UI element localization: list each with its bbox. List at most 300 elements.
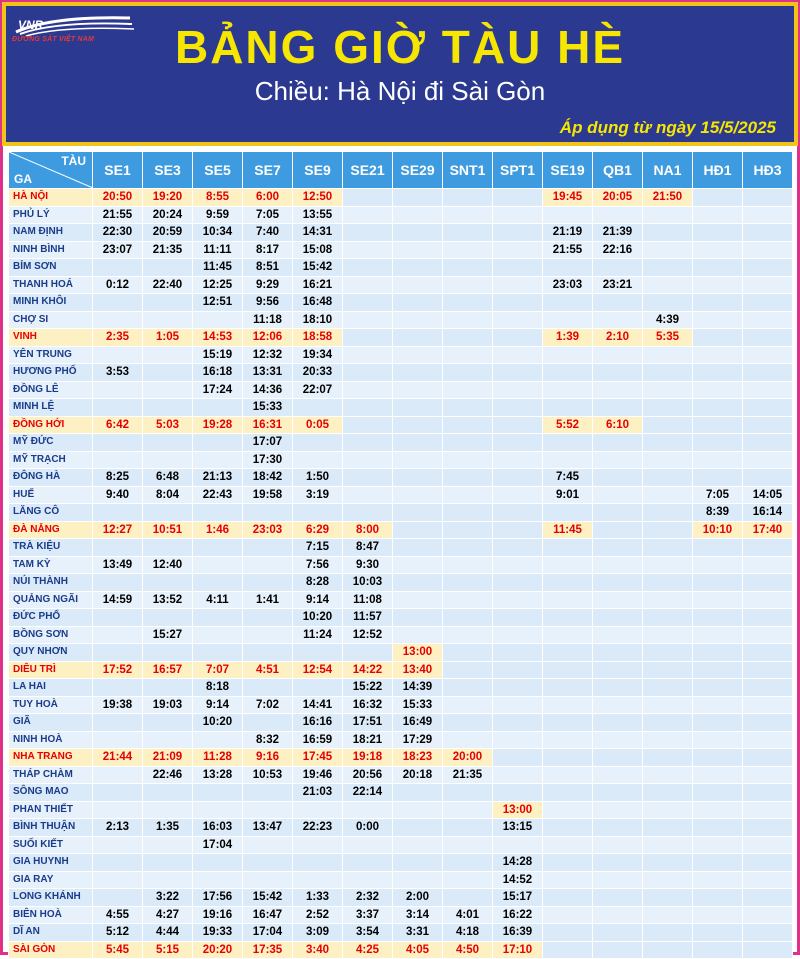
departure-time: 21:39	[593, 224, 643, 242]
departure-time	[743, 854, 793, 872]
departure-time: 16:57	[143, 661, 193, 679]
departure-time	[743, 364, 793, 382]
departure-time	[343, 259, 393, 277]
departure-time: 3:09	[293, 924, 343, 942]
departure-time	[543, 836, 593, 854]
departure-time	[443, 329, 493, 347]
station-name: MỸ TRẠCH	[9, 451, 93, 469]
departure-time	[693, 889, 743, 907]
station-row	[9, 836, 793, 854]
station-name: SÀI GÒN	[9, 941, 93, 959]
departure-time	[443, 591, 493, 609]
departure-time: 22:16	[593, 241, 643, 259]
train-header: NA1	[643, 152, 693, 189]
departure-time	[593, 486, 643, 504]
departure-time: 19:20	[143, 189, 193, 207]
departure-time	[393, 381, 443, 399]
departure-time: 11:11	[193, 241, 243, 259]
departure-time: 2:13	[93, 819, 143, 837]
departure-time	[543, 784, 593, 802]
departure-time: 16:32	[343, 696, 393, 714]
train-header: QB1	[593, 152, 643, 189]
departure-time	[393, 871, 443, 889]
departure-time: 22:14	[343, 784, 393, 802]
departure-time	[393, 854, 443, 872]
departure-time: 12:25	[193, 276, 243, 294]
departure-time	[743, 346, 793, 364]
departure-time	[693, 941, 743, 959]
departure-time: 21:35	[443, 766, 493, 784]
station-name: ĐỨC PHỔ	[9, 609, 93, 627]
departure-time	[93, 679, 143, 697]
departure-time	[493, 731, 543, 749]
departure-time: 15:22	[343, 679, 393, 697]
departure-time	[743, 399, 793, 417]
departure-time	[693, 434, 743, 452]
departure-time	[93, 574, 143, 592]
departure-time: 5:52	[543, 416, 593, 434]
departure-time: 19:18	[343, 749, 393, 767]
station-name: ĐÀ NẴNG	[9, 521, 93, 539]
departure-time: 17:45	[293, 749, 343, 767]
departure-time	[693, 346, 743, 364]
station-name: BỈM SƠN	[9, 259, 93, 277]
station-row	[9, 241, 793, 259]
departure-time	[693, 836, 743, 854]
departure-time	[243, 539, 293, 557]
departure-time	[243, 714, 293, 732]
departure-time: 2:52	[293, 906, 343, 924]
departure-time	[443, 714, 493, 732]
station-name: PHAN THIẾT	[9, 801, 93, 819]
departure-time	[593, 784, 643, 802]
station-row	[9, 714, 793, 732]
departure-time	[393, 329, 443, 347]
departure-time	[443, 801, 493, 819]
departure-time	[343, 486, 393, 504]
departure-time	[143, 854, 193, 872]
departure-time: 7:15	[293, 539, 343, 557]
departure-time	[743, 836, 793, 854]
departure-time	[593, 521, 643, 539]
departure-time: 11:45	[543, 521, 593, 539]
departure-time	[743, 416, 793, 434]
departure-time: 1:41	[243, 591, 293, 609]
departure-time	[343, 871, 393, 889]
train-header: SE3	[143, 152, 193, 189]
station-row	[9, 364, 793, 382]
departure-time: 19:28	[193, 416, 243, 434]
departure-time	[343, 189, 393, 207]
departure-time	[543, 819, 593, 837]
departure-time	[393, 189, 443, 207]
station-row	[9, 591, 793, 609]
departure-time	[243, 556, 293, 574]
departure-time	[743, 329, 793, 347]
departure-time	[543, 364, 593, 382]
station-name: ĐỒNG HỚI	[9, 416, 93, 434]
departure-time: 21:03	[293, 784, 343, 802]
departure-time: 13:52	[143, 591, 193, 609]
departure-time: 8:00	[343, 521, 393, 539]
major-station-row	[9, 329, 793, 347]
departure-time: 12:52	[343, 626, 393, 644]
departure-time	[743, 206, 793, 224]
departure-time	[543, 294, 593, 312]
station-name: HUẾ	[9, 486, 93, 504]
departure-time: 15:17	[493, 889, 543, 907]
departure-time	[593, 801, 643, 819]
departure-time	[643, 714, 693, 732]
departure-time	[593, 364, 643, 382]
departure-time	[743, 381, 793, 399]
departure-time	[193, 801, 243, 819]
departure-time	[193, 399, 243, 417]
departure-time	[593, 574, 643, 592]
departure-time	[593, 381, 643, 399]
departure-time	[143, 801, 193, 819]
departure-time	[493, 749, 543, 767]
departure-time	[593, 451, 643, 469]
station-row	[9, 679, 793, 697]
timetable	[8, 151, 792, 959]
departure-time: 12:40	[143, 556, 193, 574]
train-header: SPT1	[493, 152, 543, 189]
departure-time	[643, 679, 693, 697]
departure-time	[293, 679, 343, 697]
departure-time	[643, 294, 693, 312]
station-name: DIÊU TRÌ	[9, 661, 93, 679]
station-name: YÊN TRUNG	[9, 346, 93, 364]
departure-time	[693, 679, 743, 697]
departure-time	[443, 416, 493, 434]
departure-time	[293, 399, 343, 417]
departure-time: 13:15	[493, 819, 543, 837]
departure-time	[393, 434, 443, 452]
departure-time	[393, 259, 443, 277]
departure-time: 16:39	[493, 924, 543, 942]
departure-time: 9:01	[543, 486, 593, 504]
departure-time	[293, 801, 343, 819]
departure-time	[93, 801, 143, 819]
departure-time	[493, 259, 543, 277]
departure-time	[443, 871, 493, 889]
departure-time	[443, 521, 493, 539]
station-name: GIÃ	[9, 714, 93, 732]
departure-time	[143, 259, 193, 277]
departure-time: 0:05	[293, 416, 343, 434]
departure-time	[393, 451, 443, 469]
departure-time	[443, 224, 493, 242]
departure-time	[743, 574, 793, 592]
departure-time	[93, 836, 143, 854]
departure-time	[593, 591, 643, 609]
departure-time	[93, 399, 143, 417]
departure-time: 22:43	[193, 486, 243, 504]
departure-time	[693, 819, 743, 837]
departure-time	[443, 609, 493, 627]
departure-time	[593, 696, 643, 714]
departure-time: 3:37	[343, 906, 393, 924]
departure-time: 16:49	[393, 714, 443, 732]
departure-time: 16:22	[493, 906, 543, 924]
departure-time: 19:46	[293, 766, 343, 784]
departure-time: 3:31	[393, 924, 443, 942]
departure-time	[643, 399, 693, 417]
departure-time: 14:39	[393, 679, 443, 697]
departure-time	[543, 504, 593, 522]
departure-time	[693, 416, 743, 434]
departure-time: 17:30	[243, 451, 293, 469]
departure-time	[693, 241, 743, 259]
departure-time	[143, 784, 193, 802]
departure-time	[193, 539, 243, 557]
departure-time: 9:29	[243, 276, 293, 294]
departure-time	[143, 644, 193, 662]
departure-time: 21:55	[543, 241, 593, 259]
departure-time	[643, 486, 693, 504]
departure-time: 11:24	[293, 626, 343, 644]
departure-time	[143, 451, 193, 469]
departure-time	[543, 906, 593, 924]
departure-time: 19:34	[293, 346, 343, 364]
departure-time: 22:46	[143, 766, 193, 784]
departure-time: 6:42	[93, 416, 143, 434]
train-header-row	[9, 152, 793, 189]
departure-time	[393, 224, 443, 242]
departure-time: 9:56	[243, 294, 293, 312]
departure-time	[493, 574, 543, 592]
departure-time	[743, 941, 793, 959]
departure-time	[293, 644, 343, 662]
departure-time	[243, 871, 293, 889]
departure-time	[693, 294, 743, 312]
departure-time	[393, 836, 443, 854]
departure-time	[643, 346, 693, 364]
station-name: VINH	[9, 329, 93, 347]
major-station-row	[9, 661, 793, 679]
departure-time	[343, 416, 393, 434]
departure-time	[443, 469, 493, 487]
departure-time: 17:40	[743, 521, 793, 539]
departure-time: 8:28	[293, 574, 343, 592]
departure-time	[743, 224, 793, 242]
direction-subtitle: Chiều: Hà Nội đi Sài Gòn	[254, 76, 546, 106]
departure-time: 15:33	[243, 399, 293, 417]
departure-time	[443, 189, 493, 207]
departure-time	[493, 591, 543, 609]
station-row	[9, 276, 793, 294]
departure-time	[693, 364, 743, 382]
departure-time	[593, 679, 643, 697]
departure-time	[293, 434, 343, 452]
train-header: SE5	[193, 152, 243, 189]
departure-time	[193, 644, 243, 662]
departure-time: 1:05	[143, 329, 193, 347]
departure-time	[143, 434, 193, 452]
departure-time	[493, 434, 543, 452]
departure-time	[443, 836, 493, 854]
departure-time	[643, 609, 693, 627]
departure-time	[643, 276, 693, 294]
departure-time	[143, 346, 193, 364]
departure-time	[493, 661, 543, 679]
departure-time: 7:05	[693, 486, 743, 504]
station-name: GIA RAY	[9, 871, 93, 889]
departure-time	[643, 854, 693, 872]
departure-time	[193, 311, 243, 329]
departure-time	[743, 259, 793, 277]
departure-time: 14:59	[93, 591, 143, 609]
station-name: PHỦ LÝ	[9, 206, 93, 224]
departure-time	[693, 906, 743, 924]
departure-time	[93, 784, 143, 802]
train-header: SE9	[293, 152, 343, 189]
departure-time	[193, 731, 243, 749]
station-name: HÀ NỘI	[9, 189, 93, 207]
departure-time	[493, 206, 543, 224]
departure-time: 2:35	[93, 329, 143, 347]
departure-time: 4:51	[243, 661, 293, 679]
departure-time	[543, 871, 593, 889]
departure-time	[93, 626, 143, 644]
departure-time	[343, 434, 393, 452]
departure-time	[543, 801, 593, 819]
departure-time	[543, 574, 593, 592]
departure-time	[743, 189, 793, 207]
station-name: LĂNG CÔ	[9, 504, 93, 522]
station-name: QUẢNG NGÃI	[9, 591, 93, 609]
departure-time	[643, 661, 693, 679]
departure-time	[493, 556, 543, 574]
effective-date: Áp dụng từ ngày 15/5/2025	[559, 118, 776, 137]
departure-time: 6:10	[593, 416, 643, 434]
departure-time	[493, 364, 543, 382]
departure-time	[543, 206, 593, 224]
station-row	[9, 609, 793, 627]
departure-time	[543, 941, 593, 959]
departure-time: 1:35	[143, 819, 193, 837]
station-name: NAM ĐỊNH	[9, 224, 93, 242]
station-name: CHỢ SI	[9, 311, 93, 329]
station-name: BÌNH THUẬN	[9, 819, 93, 837]
departure-time	[643, 539, 693, 557]
departure-time	[493, 836, 543, 854]
departure-time	[643, 871, 693, 889]
departure-time	[343, 364, 393, 382]
departure-time	[543, 679, 593, 697]
departure-time	[143, 381, 193, 399]
station-name: MINH KHÔI	[9, 294, 93, 312]
departure-time	[93, 766, 143, 784]
departure-time	[493, 539, 543, 557]
station-name: ĐỒNG LÊ	[9, 381, 93, 399]
departure-time	[393, 241, 443, 259]
departure-time	[493, 469, 543, 487]
departure-time	[693, 451, 743, 469]
departure-time	[243, 801, 293, 819]
station-name: TUY HOÀ	[9, 696, 93, 714]
train-header: SNT1	[443, 152, 493, 189]
departure-time: 18:10	[293, 311, 343, 329]
departure-time: 20:24	[143, 206, 193, 224]
departure-time	[493, 399, 543, 417]
departure-time: 12:06	[243, 329, 293, 347]
departure-time	[443, 259, 493, 277]
departure-time: 21:35	[143, 241, 193, 259]
departure-time	[443, 661, 493, 679]
departure-time	[693, 259, 743, 277]
departure-time	[393, 346, 443, 364]
departure-time	[443, 206, 493, 224]
departure-time	[543, 556, 593, 574]
departure-time: 4:11	[193, 591, 243, 609]
departure-time	[343, 346, 393, 364]
departure-time	[293, 871, 343, 889]
departure-time	[693, 854, 743, 872]
departure-time	[493, 714, 543, 732]
departure-time	[543, 451, 593, 469]
departure-time: 20:05	[593, 189, 643, 207]
departure-time	[443, 451, 493, 469]
departure-time	[493, 486, 543, 504]
departure-time	[593, 924, 643, 942]
departure-time	[443, 644, 493, 662]
station-row	[9, 889, 793, 907]
departure-time: 17:10	[493, 941, 543, 959]
station-name: GIA HUYNH	[9, 854, 93, 872]
departure-time	[543, 539, 593, 557]
departure-time: 23:03	[543, 276, 593, 294]
departure-time	[393, 591, 443, 609]
station-row	[9, 626, 793, 644]
departure-time: 23:07	[93, 241, 143, 259]
departure-time: 7:40	[243, 224, 293, 242]
logo-brand: VNR	[18, 18, 44, 32]
departure-time	[443, 784, 493, 802]
major-station-row	[9, 749, 793, 767]
departure-time: 4:44	[143, 924, 193, 942]
departure-time	[643, 696, 693, 714]
departure-time	[743, 889, 793, 907]
departure-time	[343, 836, 393, 854]
departure-time	[743, 539, 793, 557]
departure-time	[743, 591, 793, 609]
departure-time	[693, 556, 743, 574]
departure-time	[743, 766, 793, 784]
departure-time: 22:30	[93, 224, 143, 242]
departure-time	[593, 346, 643, 364]
departure-time: 9:14	[293, 591, 343, 609]
departure-time	[593, 941, 643, 959]
departure-time	[643, 819, 693, 837]
departure-time	[693, 784, 743, 802]
departure-time	[693, 749, 743, 767]
departure-time	[493, 294, 543, 312]
departure-time	[443, 504, 493, 522]
departure-time	[493, 241, 543, 259]
departure-time	[143, 294, 193, 312]
departure-time	[193, 451, 243, 469]
corner-header	[9, 152, 93, 189]
departure-time: 15:33	[393, 696, 443, 714]
departure-time	[743, 294, 793, 312]
departure-time: 19:16	[193, 906, 243, 924]
station-row	[9, 504, 793, 522]
departure-time: 17:04	[243, 924, 293, 942]
departure-time	[143, 364, 193, 382]
departure-time	[693, 469, 743, 487]
